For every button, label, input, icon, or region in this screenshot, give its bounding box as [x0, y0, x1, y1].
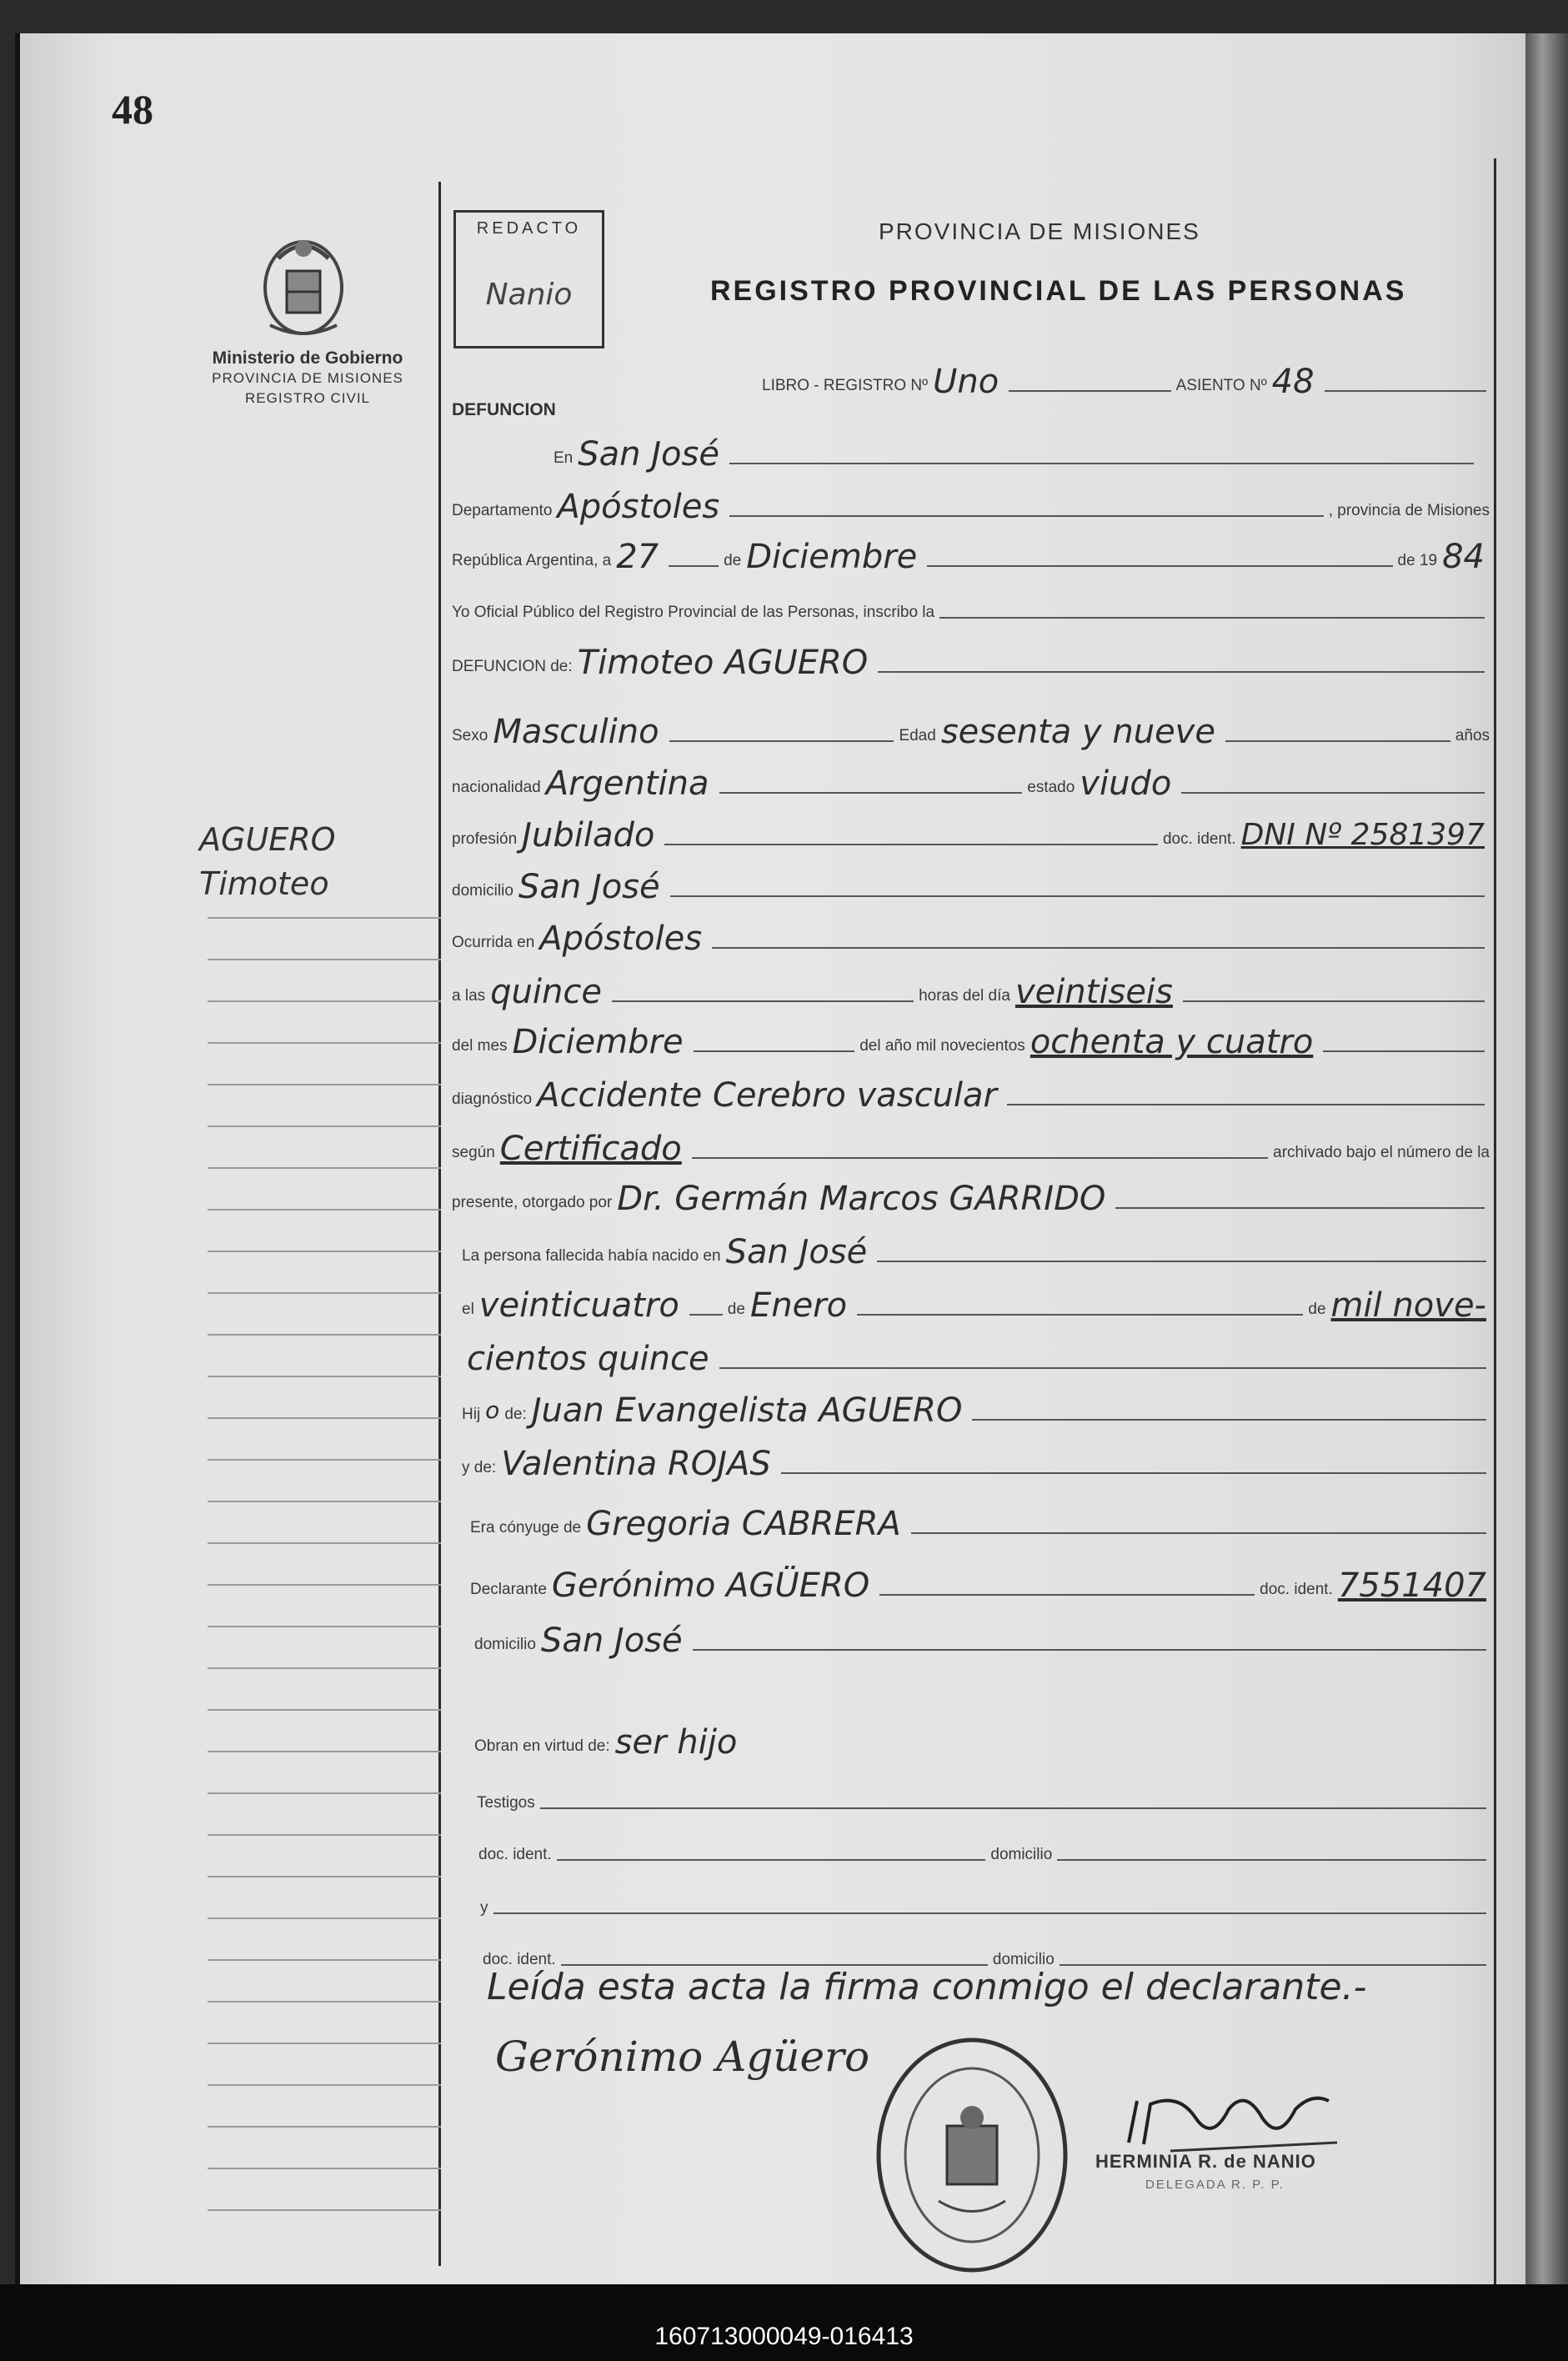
fill-line — [557, 1859, 986, 1861]
obran-row — [474, 1717, 1491, 1761]
margin-rule-line — [208, 2168, 441, 2169]
doc-value: DNI Nº 2581397 — [1240, 818, 1485, 852]
profesion-row — [452, 810, 1490, 854]
domicilio-declarante-label: domicilio — [474, 1636, 536, 1653]
margin-rule-line — [208, 1834, 441, 1836]
margin-rule-line — [208, 1417, 441, 1419]
profesion-label: profesión — [452, 830, 518, 848]
margin-rule-line — [208, 1709, 441, 1711]
fill-line — [540, 1807, 1486, 1809]
section-label: DEFUNCION — [452, 400, 556, 419]
fill-line — [612, 1000, 914, 1002]
redacto-label: REDACTO — [476, 219, 582, 238]
libro-value: Uno — [933, 363, 999, 401]
fill-line — [877, 1261, 1486, 1262]
conyuge-value: Gregoria CABRERA — [586, 1505, 901, 1543]
madre-value: Valentina ROJAS — [501, 1445, 771, 1483]
fill-line — [911, 1532, 1486, 1534]
segun-label: según — [452, 1144, 495, 1161]
nacimiento-month: Enero — [749, 1286, 848, 1325]
estado-value: viudo — [1080, 764, 1172, 803]
presente-row — [452, 1174, 1490, 1217]
fill-line — [781, 1472, 1486, 1474]
departamento-suffix: , provincia de Misiones — [1328, 502, 1490, 519]
fecha-month: Diciembre — [746, 538, 918, 576]
testigo2-row — [480, 1879, 1491, 1922]
asiento-label: ASIENTO Nº — [1175, 377, 1267, 394]
conyuge-row — [470, 1499, 1491, 1542]
ano-value: ochenta y cuatro — [1029, 1023, 1314, 1061]
nacionalidad-value: Argentina — [545, 764, 709, 803]
domicilio-declarante-row — [474, 1616, 1491, 1659]
declarante-row — [470, 1561, 1491, 1604]
official-title: DELEGADA R. P. P. — [1145, 2178, 1285, 2192]
fill-line — [719, 1367, 1486, 1369]
presente-label: presente, otorgado por — [452, 1194, 613, 1211]
ministry-registry: REGISTRO CIVIL — [244, 390, 371, 406]
testigo2-y: y — [480, 1899, 488, 1917]
defuncion-de-row — [452, 638, 1490, 681]
hijo-row — [462, 1386, 1491, 1429]
fill-line — [1009, 390, 1170, 392]
testigo2-domicilio-label: domicilio — [992, 1951, 1055, 1968]
margin-rule-line — [208, 2001, 441, 2003]
libro-row — [762, 357, 1491, 400]
margin-rule-line — [208, 1292, 441, 1294]
nacimiento-cont-row — [462, 1334, 1491, 1377]
fill-line — [939, 617, 1485, 619]
margin-divider — [438, 182, 441, 2266]
fill-line — [1225, 740, 1450, 742]
fill-line — [693, 1649, 1486, 1651]
mes-value: Diciembre — [512, 1023, 684, 1061]
margin-rule-line — [208, 959, 441, 960]
fecha-year-label: de 19 — [1397, 552, 1438, 569]
domicilio-value: San José — [518, 868, 660, 906]
nacionalidad-label: nacionalidad — [452, 779, 541, 796]
fecha-de: de — [724, 552, 742, 569]
margin-rule-line — [208, 1542, 441, 1544]
profesion-value: Jubilado — [522, 816, 655, 855]
fill-line — [689, 1314, 723, 1316]
fill-line — [669, 740, 894, 742]
nacimiento-el: el — [462, 1301, 474, 1318]
margin-rule-line — [208, 1876, 441, 1877]
mes-label: del mes — [452, 1037, 508, 1055]
domicilio-declarante-value: San José — [540, 1622, 683, 1660]
declarant-signature: Gerónimo Agüero — [495, 2033, 870, 2081]
fill-line — [664, 844, 1158, 845]
official-name: HERMINIA R. de NANIO — [1095, 2151, 1316, 2172]
declarante-doc-label: doc. ident. — [1260, 1581, 1333, 1598]
estado-label: estado — [1027, 779, 1075, 796]
asiento-value: 48 — [1271, 363, 1315, 401]
fill-line — [692, 1157, 1268, 1159]
anos-label: años — [1455, 727, 1490, 744]
fill-line — [1323, 1050, 1485, 1052]
segun-value: Certificado — [499, 1130, 682, 1168]
horas-label: horas del día — [919, 987, 1010, 1005]
domicilio-label: domicilio — [452, 882, 513, 900]
fecha-day: 27 — [616, 538, 659, 576]
defuncion-de-value: Timoteo AGUERO — [577, 644, 869, 682]
archivado-label: archivado bajo el número de la — [1273, 1144, 1490, 1161]
fill-line — [1007, 1104, 1485, 1105]
margin-note-given-name: Timoteo — [199, 865, 329, 902]
domicilio-row — [452, 862, 1490, 905]
margin-rule-line — [208, 1042, 441, 1044]
margin-rule-line — [208, 1376, 441, 1377]
registry-seal-icon — [872, 2034, 1072, 2276]
margin-rule-line — [208, 1751, 441, 1752]
diagnostico-row — [452, 1070, 1490, 1114]
sexo-row — [452, 707, 1490, 750]
fill-line — [878, 671, 1485, 673]
registry-heading: REGISTRO PROVINCIAL DE LAS PERSONAS — [710, 275, 1407, 307]
fill-line — [670, 895, 1485, 897]
fill-line — [493, 1912, 1487, 1914]
margin-rule-line — [208, 2209, 441, 2211]
testigos-row — [477, 1774, 1491, 1817]
fill-line — [694, 1050, 855, 1052]
oficial-text: Yo Oficial Público del Registro Provincial de las Personas, inscribo la — [452, 604, 935, 621]
testigo2-doc-label: doc. ident. — [483, 1951, 556, 1968]
hijo-suffix: o — [485, 1396, 500, 1424]
margin-rule-line — [208, 2084, 441, 2086]
nacido-value: San José — [725, 1233, 868, 1271]
madre-row — [462, 1439, 1491, 1482]
obran-value: ser hijo — [614, 1723, 738, 1762]
segun-row — [452, 1124, 1490, 1167]
hora-label: a las — [452, 987, 486, 1005]
margin-rule-line — [208, 1626, 441, 1627]
fill-line — [712, 947, 1485, 949]
margin-note-surname: AGUERO — [199, 821, 336, 858]
fill-line — [729, 515, 1324, 517]
en-row — [554, 429, 1479, 473]
margin-rule-line — [208, 917, 441, 919]
margin-rule-line — [208, 1792, 441, 1794]
testigo1-domicilio-label: domicilio — [990, 1846, 1053, 1863]
defuncion-de-label: DEFUNCION de: — [452, 658, 573, 675]
right-border — [1494, 158, 1496, 2284]
margin-rule-line — [208, 1125, 441, 1127]
nacimiento-day: veinticuatro — [478, 1286, 679, 1325]
province-heading: PROVINCIA DE MISIONES — [879, 218, 1200, 244]
mes-row — [452, 1017, 1490, 1060]
margin-rule-line — [208, 1334, 441, 1336]
hijo-label: Hij — [462, 1406, 481, 1423]
libro-label: LIBRO - REGISTRO Nº — [762, 377, 929, 394]
margin-rule-line — [208, 1501, 441, 1502]
conyuge-label: Era cónyuge de — [470, 1519, 582, 1536]
ministry-province: PROVINCIA DE MISIONES — [212, 370, 403, 386]
margin-rule-line — [208, 1167, 441, 1169]
declarante-label: Declarante — [470, 1581, 547, 1598]
hora-row — [452, 967, 1490, 1010]
departamento-row — [452, 482, 1490, 525]
margin-rule-line — [208, 1084, 441, 1085]
nacionalidad-row — [452, 759, 1490, 802]
fecha-label: República Argentina, a — [452, 552, 612, 569]
ocurrida-row — [452, 914, 1490, 957]
declarante-value: Gerónimo AGÜERO — [551, 1566, 870, 1605]
hijo-value: Juan Evangelista AGUERO — [531, 1391, 963, 1430]
margin-rule-line — [208, 2126, 441, 2128]
ministry-block — [170, 348, 445, 409]
departamento-label: Departamento — [452, 502, 553, 519]
departamento-value: Apóstoles — [557, 488, 720, 526]
margin-rule-line — [208, 1917, 441, 1919]
fill-line — [1183, 1000, 1485, 1002]
oficial-row — [452, 584, 1490, 627]
official-signature-icon — [1120, 2084, 1345, 2159]
diagnostico-label: diagnóstico — [452, 1090, 533, 1108]
closing-statement: Leída esta acta la firma conmigo el declarante.- — [487, 1966, 1367, 2008]
nacimiento-row — [462, 1281, 1491, 1324]
obran-label: Obran en virtud de: — [474, 1737, 610, 1755]
ocurrida-value: Apóstoles — [539, 920, 703, 958]
margin-rule-line — [208, 1209, 441, 1211]
margin-rule-line — [208, 1959, 441, 1961]
fill-line — [1325, 390, 1486, 392]
fill-line — [879, 1594, 1255, 1596]
en-label: En — [554, 449, 574, 467]
ocurrida-label: Ocurrida en — [452, 934, 535, 951]
fill-line — [719, 792, 1023, 794]
fecha-year: 84 — [1442, 538, 1485, 576]
scan-footer-code: 160713000049-016413 — [654, 2323, 914, 2350]
hijo-de: de: — [504, 1406, 527, 1423]
fecha-row — [452, 532, 1490, 575]
nacimiento-year-1: mil nove- — [1330, 1286, 1486, 1325]
margin-rule-line — [208, 1667, 441, 1669]
declarante-doc-value: 7551407 — [1337, 1566, 1486, 1605]
fill-line — [1115, 1207, 1485, 1209]
sexo-value: Masculino — [493, 713, 659, 751]
page-edge — [1525, 33, 1568, 2284]
margin-rule-line — [208, 1584, 441, 1586]
fill-line — [669, 565, 719, 567]
ministry-name: Ministerio de Gobierno — [212, 348, 403, 368]
margin-rule-line — [208, 1459, 441, 1461]
doc-label: doc. ident. — [1162, 830, 1236, 848]
fill-line — [927, 565, 1392, 567]
redacto-value: Nanio — [485, 278, 573, 312]
hora-value: quince — [490, 973, 602, 1011]
presente-value: Dr. Germán Marcos GARRIDO — [617, 1180, 1106, 1218]
margin-rule-line — [208, 1000, 441, 1002]
margin-rule-line — [208, 1251, 441, 1252]
page-number: 48 — [112, 86, 153, 133]
nacimiento-de2: de — [1308, 1301, 1326, 1318]
testigos-label: Testigos — [477, 1794, 535, 1812]
fill-line — [972, 1419, 1486, 1421]
redacto-box — [453, 210, 604, 348]
nacimiento-de1: de — [727, 1301, 745, 1318]
testigo1-doc-label: doc. ident. — [478, 1846, 552, 1863]
register-page — [15, 33, 1530, 2284]
edad-label: Edad — [899, 727, 936, 744]
edad-value: sesenta y nueve — [940, 713, 1215, 751]
nacimiento-year-2: cientos quince — [467, 1340, 709, 1378]
ano-label: del año mil novecientos — [859, 1037, 1025, 1055]
margin-rule-line — [208, 2043, 441, 2044]
fill-line — [857, 1314, 1303, 1316]
sexo-label: Sexo — [452, 727, 488, 744]
en-value: San José — [578, 435, 719, 474]
fill-line — [1181, 792, 1485, 794]
madre-label: y de: — [462, 1459, 497, 1476]
nacido-label: La persona fallecida había nacido en — [462, 1247, 721, 1265]
testigo1-doc-row — [478, 1826, 1491, 1869]
coat-of-arms-icon — [253, 225, 353, 342]
fill-line — [729, 463, 1474, 464]
diagnostico-value: Accidente Cerebro vascular — [537, 1076, 997, 1115]
fill-line — [1057, 1859, 1486, 1861]
dia-value: veintiseis — [1014, 973, 1173, 1011]
nacido-row — [462, 1227, 1491, 1271]
